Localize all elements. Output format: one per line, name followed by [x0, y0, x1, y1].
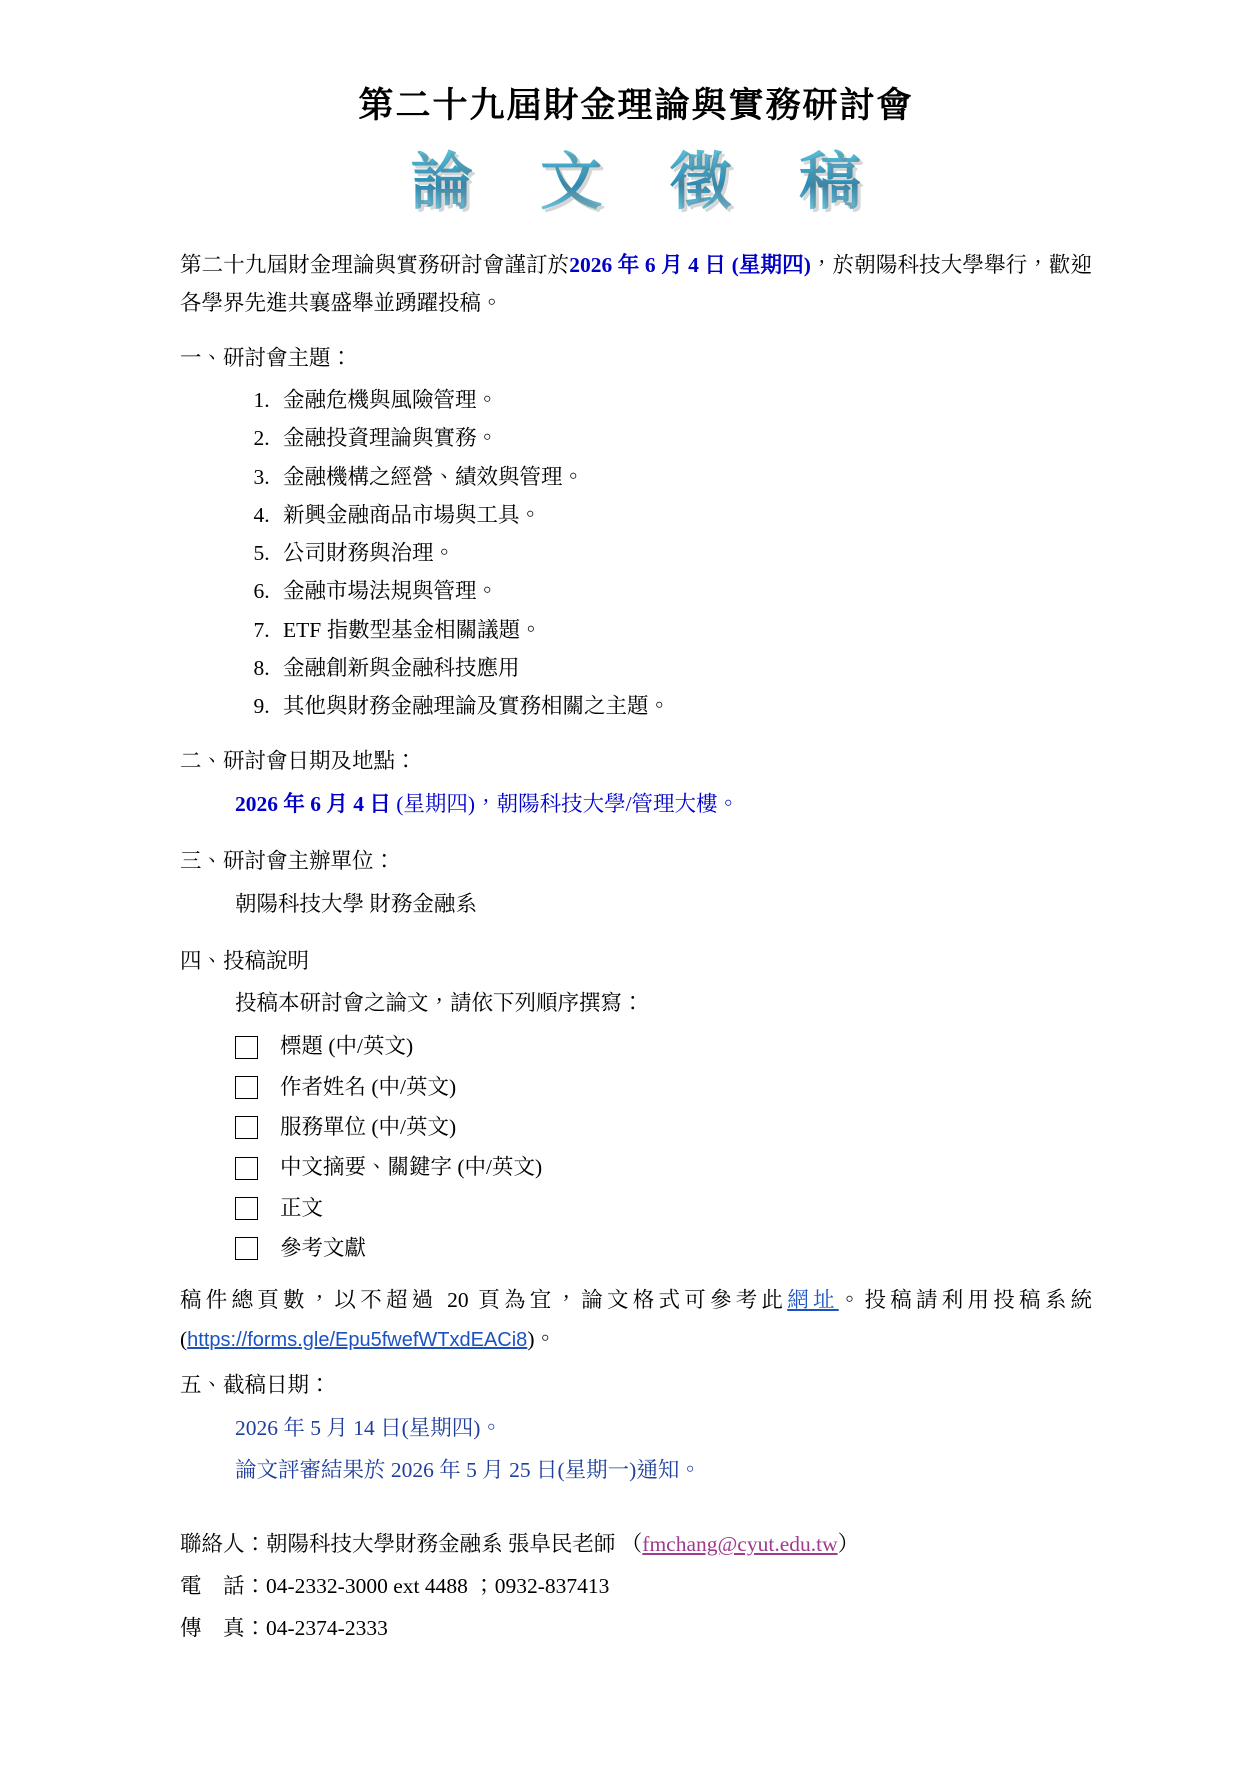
checklist-item[interactable]	[235, 1071, 1092, 1104]
list-item: 4. 新興金融商品市場與工具。	[275, 496, 1092, 534]
contact-email-link[interactable]: fmchang@cyut.edu.tw	[642, 1532, 838, 1557]
checklist-label: 標題 (中/英文)	[280, 1034, 414, 1059]
topic-list	[180, 381, 1092, 725]
format-link[interactable]: 網址	[787, 1288, 839, 1313]
contact-phone-value: 04-2332-3000 ext 4488 ；0932-837413	[266, 1574, 610, 1599]
checklist-label: 服務單位 (中/英文)	[280, 1115, 457, 1140]
list-item: 2. 金融投資理論與實務。	[275, 419, 1092, 457]
page-title: 第二十九屆財金理論與實務研討會	[358, 86, 914, 125]
list-item: 8. 金融創新與金融科技應用	[275, 649, 1092, 687]
section-2-heading: 二、研討會日期及地點：	[180, 749, 417, 774]
intro-date: 2026 年 6 月 4 日	[569, 253, 727, 277]
list-item: 6. 金融市場法規與管理。	[275, 572, 1092, 610]
section-5-heading: 五、截稿日期：	[180, 1372, 331, 1397]
submission-note	[180, 1281, 1092, 1358]
conference-venue: (星期四)，朝陽科技大學/管理大樓。	[396, 792, 740, 817]
checklist-item[interactable]	[235, 1111, 1092, 1144]
intro-paragraph	[180, 247, 1092, 322]
checklist-label: 參考文獻	[280, 1236, 367, 1261]
checklist-label: 中文摘要、關鍵字 (中/英文)	[280, 1155, 543, 1180]
note-part-a: 稿件總頁數，以不超過 20 頁為宜，論文格式可參考此	[180, 1288, 788, 1313]
checkbox-icon[interactable]	[235, 1076, 258, 1099]
checkbox-icon[interactable]	[235, 1157, 258, 1180]
contact-person-label: 聯絡人：	[180, 1532, 267, 1557]
contact-person-value: 朝陽科技大學財務金融系 張阜民老師 （	[266, 1532, 643, 1557]
section-4-heading: 四、投稿說明	[180, 948, 310, 973]
section-3-heading: 三、研討會主辦單位：	[180, 849, 396, 874]
submission-form-link[interactable]: https://forms.gle/Epu5fwefWTxdEACi8	[187, 1329, 528, 1352]
contact-person-row	[180, 1525, 1092, 1565]
checklist-label: 正文	[280, 1195, 324, 1220]
list-item: 3. 金融機構之經營、績效與管理。	[275, 458, 1092, 496]
checkbox-icon[interactable]	[235, 1116, 258, 1139]
deadline-date: 2026 年 5 月 14 日(星期四)。	[235, 1415, 502, 1440]
checkbox-icon[interactable]	[235, 1197, 258, 1220]
submission-lead: 投稿本研討會之論文，請依下列順序撰寫：	[235, 990, 644, 1015]
contact-person-tail: ）	[837, 1532, 860, 1557]
conference-date: 2026 年 6 月 4 日	[235, 792, 391, 817]
contact-fax-row	[180, 1609, 1092, 1649]
section-2-datetime	[180, 784, 1092, 825]
list-item: 5. 公司財務與治理。	[275, 534, 1092, 572]
intro-tail: ，於朝陽科技大學舉行，歡迎各學界先進共襄盛舉並踴躍投稿。	[180, 253, 1092, 315]
list-item: 1. 金融危機與風險管理。	[275, 381, 1092, 419]
list-item: 9. 其他與財務金融理論及實務相關之主題。	[275, 687, 1092, 725]
contact-fax-value: 04-2374-2333	[266, 1615, 388, 1640]
contact-phone-row	[180, 1567, 1092, 1607]
note-part-c: )。	[527, 1327, 556, 1352]
section-1-heading: 一、研討會主題：	[180, 346, 353, 371]
review-notice-date: 論文評審結果於 2026 年 5 月 25 日(星期一)通知。	[235, 1458, 701, 1483]
note-part-b: 。投稿請利用投稿系統(	[180, 1288, 1092, 1352]
intro-weekday: (星期四)	[731, 253, 811, 277]
checkbox-icon[interactable]	[235, 1237, 258, 1260]
intro-lead: 第二十九屆財金理論與實務研討會謹訂於	[180, 253, 570, 277]
checklist-item[interactable]	[235, 1232, 1092, 1265]
submission-checklist	[180, 1030, 1092, 1265]
checklist-label: 作者姓名 (中/英文)	[280, 1074, 457, 1099]
contact-phone-label: 電 話：	[180, 1574, 267, 1599]
checklist-item[interactable]	[235, 1192, 1092, 1225]
checkbox-icon[interactable]	[235, 1036, 258, 1059]
contact-fax-label: 傳 真：	[180, 1615, 267, 1640]
contact-block	[180, 1525, 1092, 1648]
checklist-item[interactable]	[235, 1030, 1092, 1063]
list-item: 7. ETF 指數型基金相關議題。	[275, 611, 1092, 649]
organizer: 朝陽科技大學 財務金融系	[235, 892, 477, 917]
wordart-heading: 論 文 徵 稿	[180, 132, 1092, 221]
checklist-item[interactable]	[235, 1151, 1092, 1184]
